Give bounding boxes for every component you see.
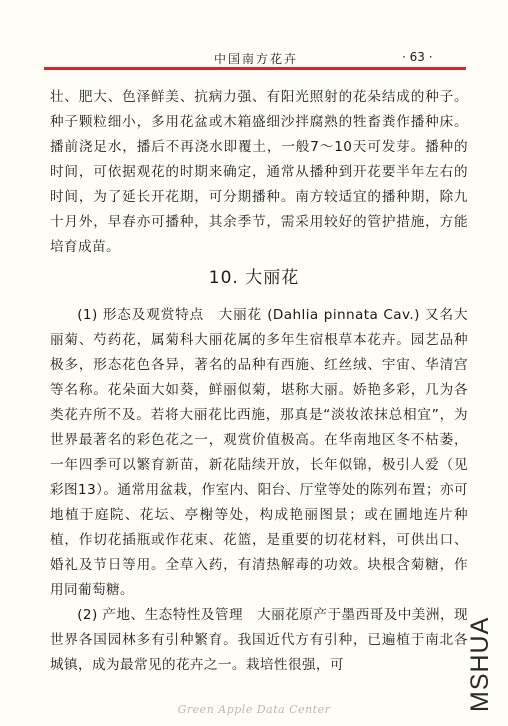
- continuation-paragraph: 壮、肥大、色泽鲜美、抗病力强、有阳光照射的花朵结成的种子。种子颗粒细小，多用花盆或木箱盛细沙拌腐熟的牲畜粪作播种床。播前浇足水，播后不再浇水即覆土，一般7～10天可发芽。播种的时间，可依据观花的时期来确定，通常从播种到开花要半年左右的时间，为了延长开花期，可分期播种。南方较适宜的播种期，除九十月外，早春亦可播种，其余季节，需采用较好的管护措施，方能培育成苗。: [50, 89, 468, 255]
- paragraph-morphology: (1) 形态及观赏特点 大丽花 (Dahlia pinnata Cav.) 又名大丽菊、芍药花，属菊科大丽花属的多年生宿根草本花卉。园艺品种极多，形态花色各异，著名的品种有西施、红丝绒、宇宙、华清宫等名称。花朵面大如葵，鲜丽似菊，堪称大丽。娇艳多彩，几为各类花卉所不及。若将大丽花比西施，那真是“淡妆浓抹总相宜”，为世界最著名的彩色花之一，观赏价值极高。在华南地区冬不枯萎，一年四季可以繁育新苗，新花陆续开放，长年似锦，极引人爱（见彩图13）。通常用盆栽，作室内、阳台、厅堂等处的陈列布置；亦可地植于庭院、花坛、亭榭等处，构成艳丽图景；或在圃地连片种植，作切花插瓶或作花束、花篮，是重要的切花材料，可供出口、婚礼及节日等用。全草入药，有清热解毒的功效。块根含菊糖，作用同葡萄糖。: [50, 307, 468, 598]
- section-body: [50, 303, 468, 678]
- side-stamp: MSHUA: [466, 616, 494, 712]
- continuation-text: [50, 85, 468, 260]
- watermark: Green Apple Data Center: [177, 703, 331, 716]
- running-title: 中国南方花卉: [214, 52, 299, 66]
- running-header: [0, 50, 508, 68]
- header-rule: [44, 67, 466, 70]
- paragraph-origin: (2) 产地、生态特性及管理 大丽花原产于墨西哥及中美洲，现世界各国园林多有引种繁育。我国近代方有引种，已遍植于南北各城镇，成为最常见的花卉之一。栽培性很强，可: [50, 607, 468, 673]
- page-number: · 63 ·: [402, 50, 433, 64]
- section-heading: 10. 大丽花: [208, 268, 300, 288]
